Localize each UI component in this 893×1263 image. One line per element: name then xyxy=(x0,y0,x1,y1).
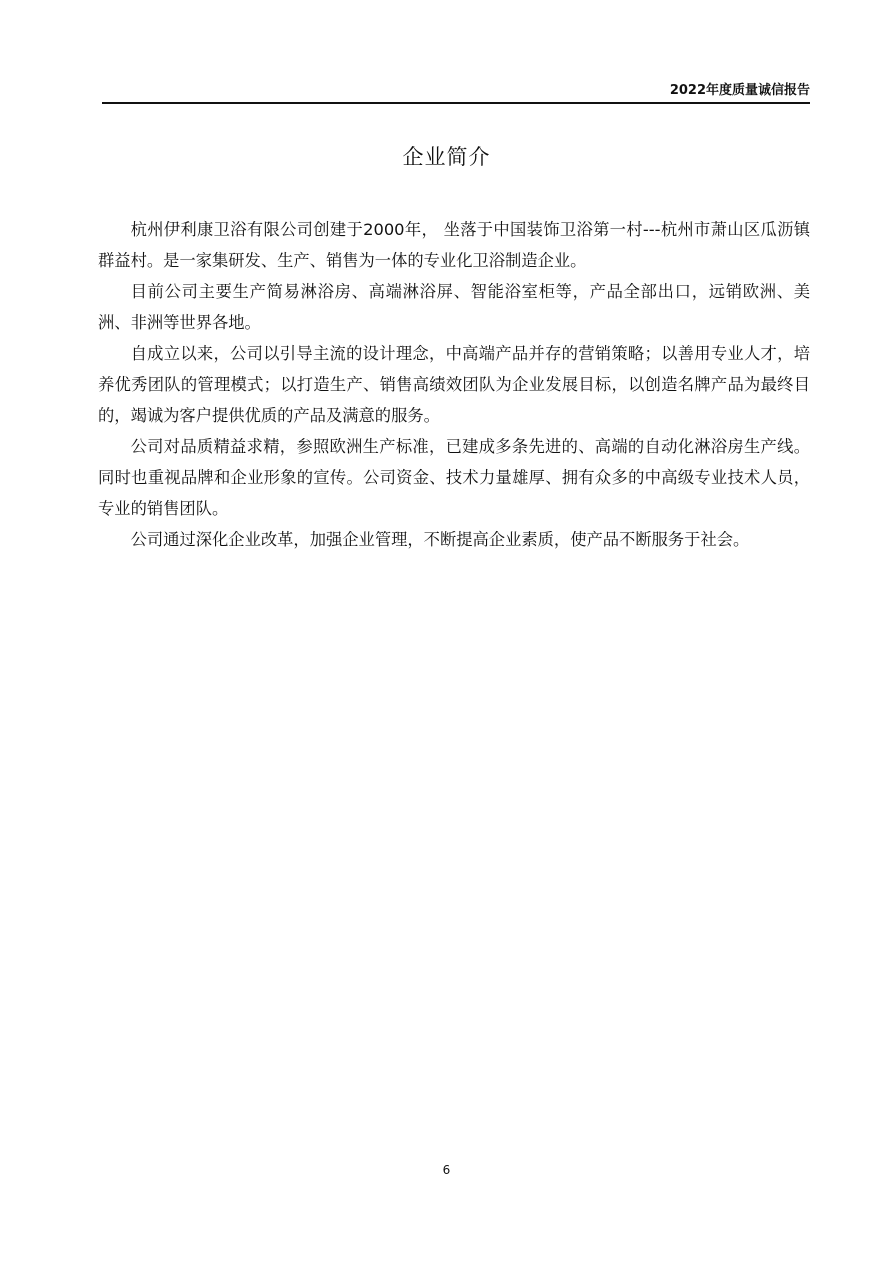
paragraph-1: 杭州伊利康卫浴有限公司创建于2000年， 坐落于中国装饰卫浴第一村---杭州市萧山区瓜沥镇群益村。是一家集研发、生产、销售为一体的专业化卫浴制造企业。 xyxy=(98,220,810,270)
page-header xyxy=(102,82,810,104)
page-number: 6 xyxy=(442,1163,451,1177)
paragraph-5: 公司通过深化企业改革，加强企业管理，不断提高企业素质，使产品不断服务于社会。 xyxy=(130,530,750,549)
document-body xyxy=(98,214,810,555)
header-report-title: 2022年度质量诚信报告 xyxy=(669,83,810,98)
paragraph-4: 公司对品质精益求精，参照欧洲生产标准，已建成多条先进的、高端的自动化淋浴房生产线。同时也重视品牌和企业形象的宣传。公司资金、技术力量雄厚、拥有众多的中高级专业技术人员，专业的销售团队。 xyxy=(98,437,810,518)
paragraph-2: 目前公司主要生产简易淋浴房、高端淋浴屏、智能浴室柜等，产品全部出口，远销欧洲、美洲、非洲等世界各地。 xyxy=(98,282,810,332)
document-title: 企业简介 xyxy=(402,145,491,169)
paragraph-3: 自成立以来，公司以引导主流的设计理念，中高端产品并存的营销策略；以善用专业人才，培养优秀团队的管理模式；以打造生产、销售高绩效团队为企业发展目标，以创造名牌产品为最终目的，竭诚为客户提供优质的产品及满意的服务。 xyxy=(98,344,810,425)
